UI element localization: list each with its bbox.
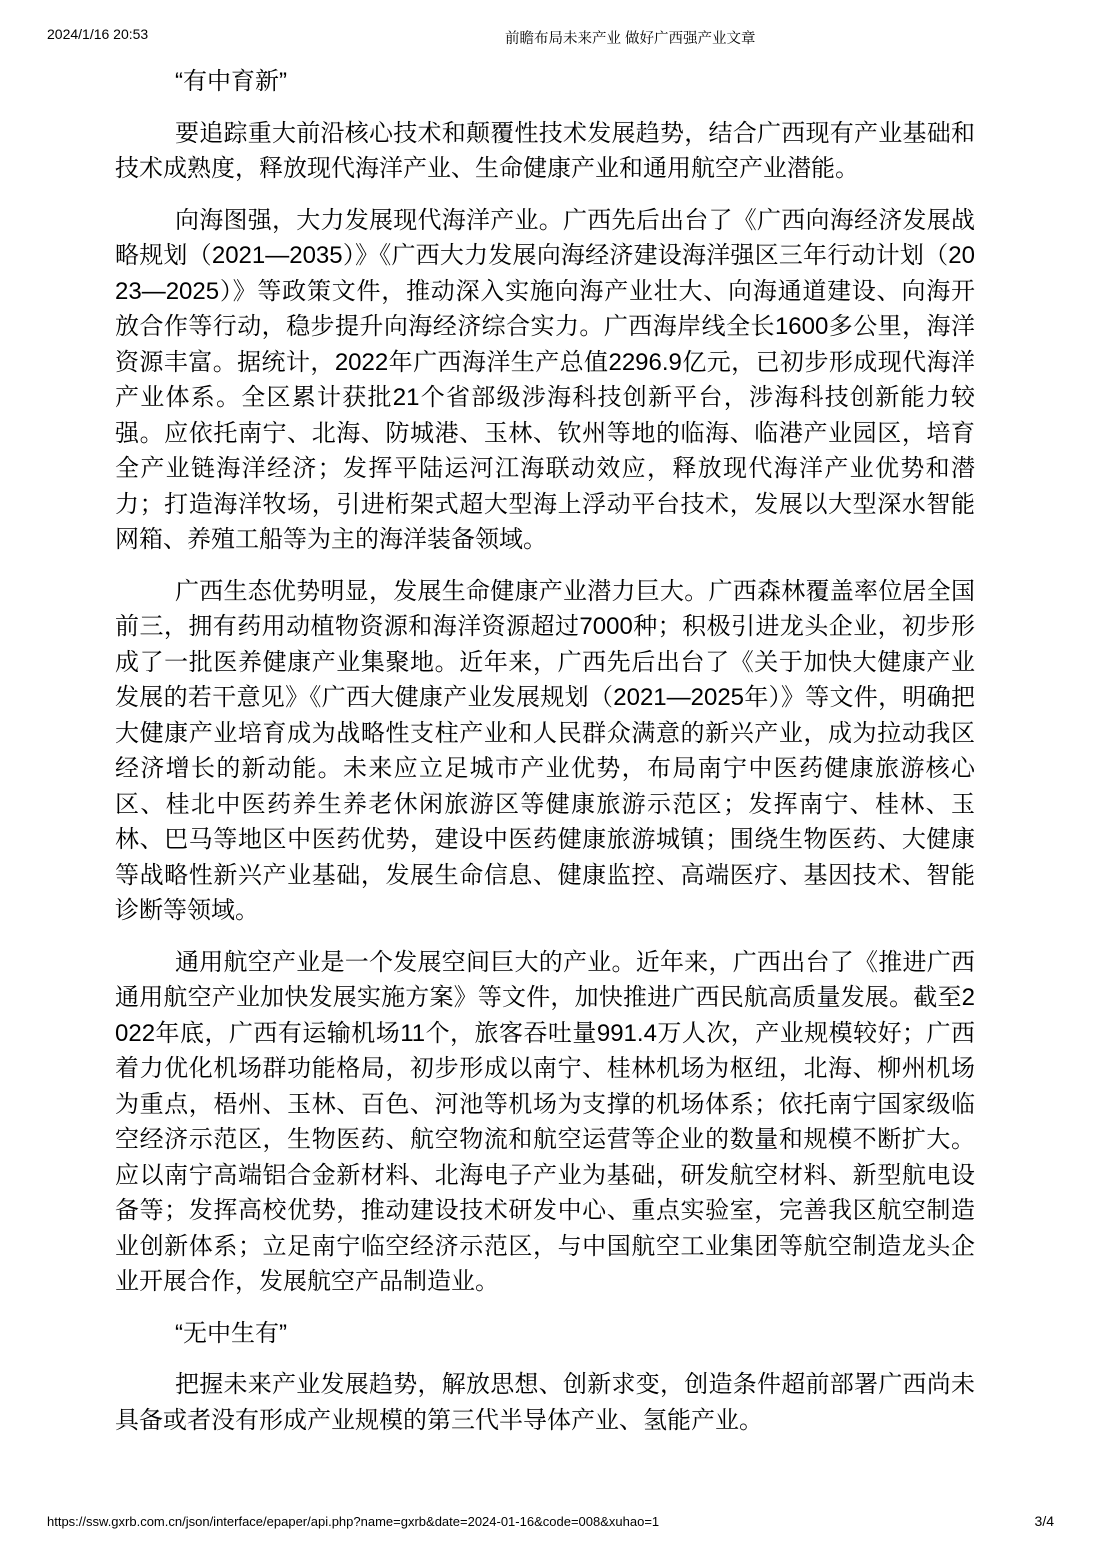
section-heading-wuzhongshengyou: “无中生有” (175, 1319, 287, 1347)
paragraph-future-industry: 把握未来产业发展趋势，解放思想、创新求变，创造条件超前部署广西尚未具备或者没有形成产业规模的第三代半导体产业、氢能产业。 (115, 1371, 975, 1434)
source-url: https://ssw.gxrb.com.cn/json/interface/epaper/api.php?name=gxrb&date=2024-01-16&code=008&xuhao=1 (47, 1514, 660, 1529)
paragraph-aviation-industry: 通用航空产业是一个发展空间巨大的产业。近年来，广西出台了《推进广西通用航空产业加快发展实施方案》等文件，加快推进广西民航高质量发展。截至2022年底，广西有运输机场11个，旅客吞吐量991.4万人次，产业规模较好；广西着力优化机场群功能格局，初步形成以南宁、桂林机场为枢纽，北海、柳州机场为重点，梧州、玉林、百色、河池等机场为支撑的机场体系；依托南宁国家级临空经济示范区，生物医药、航空物流和航空运营等企业的数量和规模不断扩大。应以南宁高端铝合金新材料、北海电子产业为基础，研发航空材料、新型航电设备等；发挥高校优势，推动建设技术研发中心、重点实验室，完善我区航空制造业创新体系；立足南宁临空经济示范区，与中国航空工业集团等航空制造龙头企业开展合作，发展航空产品制造业。 (115, 948, 975, 1295)
article-body (115, 64, 975, 1454)
page-number: 3/4 (1034, 1513, 1054, 1529)
paragraph-overview: 要追踪重大前沿核心技术和颠覆性技术发展趋势，结合广西现有产业基础和技术成熟度，释放现代海洋产业、生命健康产业和通用航空产业潜能。 (115, 119, 975, 182)
print-timestamp: 2024/1/16 20:53 (47, 26, 149, 42)
paragraph-marine-industry: 向海图强，大力发展现代海洋产业。广西先后出台了《广西向海经济发展战略规划（2021—2035）》《广西大力发展向海经济建设海洋强区三年行动计划（2023—2025）》等政策文件，推动深入实施向海产业壮大、向海通道建设、向海开放合作等行动，稳步提升向海经济综合实力。广西海岸线全长1600多公里，海洋资源丰富。据统计，2022年广西海洋生产总值2296.9亿元，已初步形成现代海洋产业体系。全区累计获批21个省部级涉海科技创新平台，涉海科技创新能力较强。应依托南宁、北海、防城港、玉林、钦州等地的临海、临港产业园区，培育全产业链海洋经济；发挥平陆运河江海联动效应，释放现代海洋产业优势和潜力；打造海洋牧场，引进桁架式超大型海上浮动平台技术，发展以大型深水智能网箱、养殖工船等为主的海洋装备领域。 (115, 206, 975, 553)
document-title: 前瞻布局未来产业 做好广西强产业文章 (505, 31, 756, 47)
section-heading-youzhongyuxin: “有中育新” (175, 68, 287, 95)
paragraph-health-industry: 广西生态优势明显，发展生命健康产业潜力巨大。广西森林覆盖率位居全国前三，拥有药用动植物资源和海洋资源超过7000种；积极引进龙头企业，初步形成了一批医养健康产业集聚地。近年来，广西先后出台了《关于加快大健康产业发展的若干意见》《广西大健康产业发展规划（2021—2025年）》等文件，明确把大健康产业培育成为战略性支柱产业和人民群众满意的新兴产业，成为拉动我区经济增长的新动能。未来应立足城市产业优势，布局南宁中医药健康旅游核心区、桂北中医药养生养老休闲旅游区等健康旅游示范区；发挥南宁、桂林、玉林、巴马等地区中医药优势，建设中医药健康旅游城镇；围绕生物医药、大健康等战略性新兴产业基础，发展生命信息、健康监控、高端医疗、基因技术、智能诊断等领域。 (115, 577, 975, 924)
